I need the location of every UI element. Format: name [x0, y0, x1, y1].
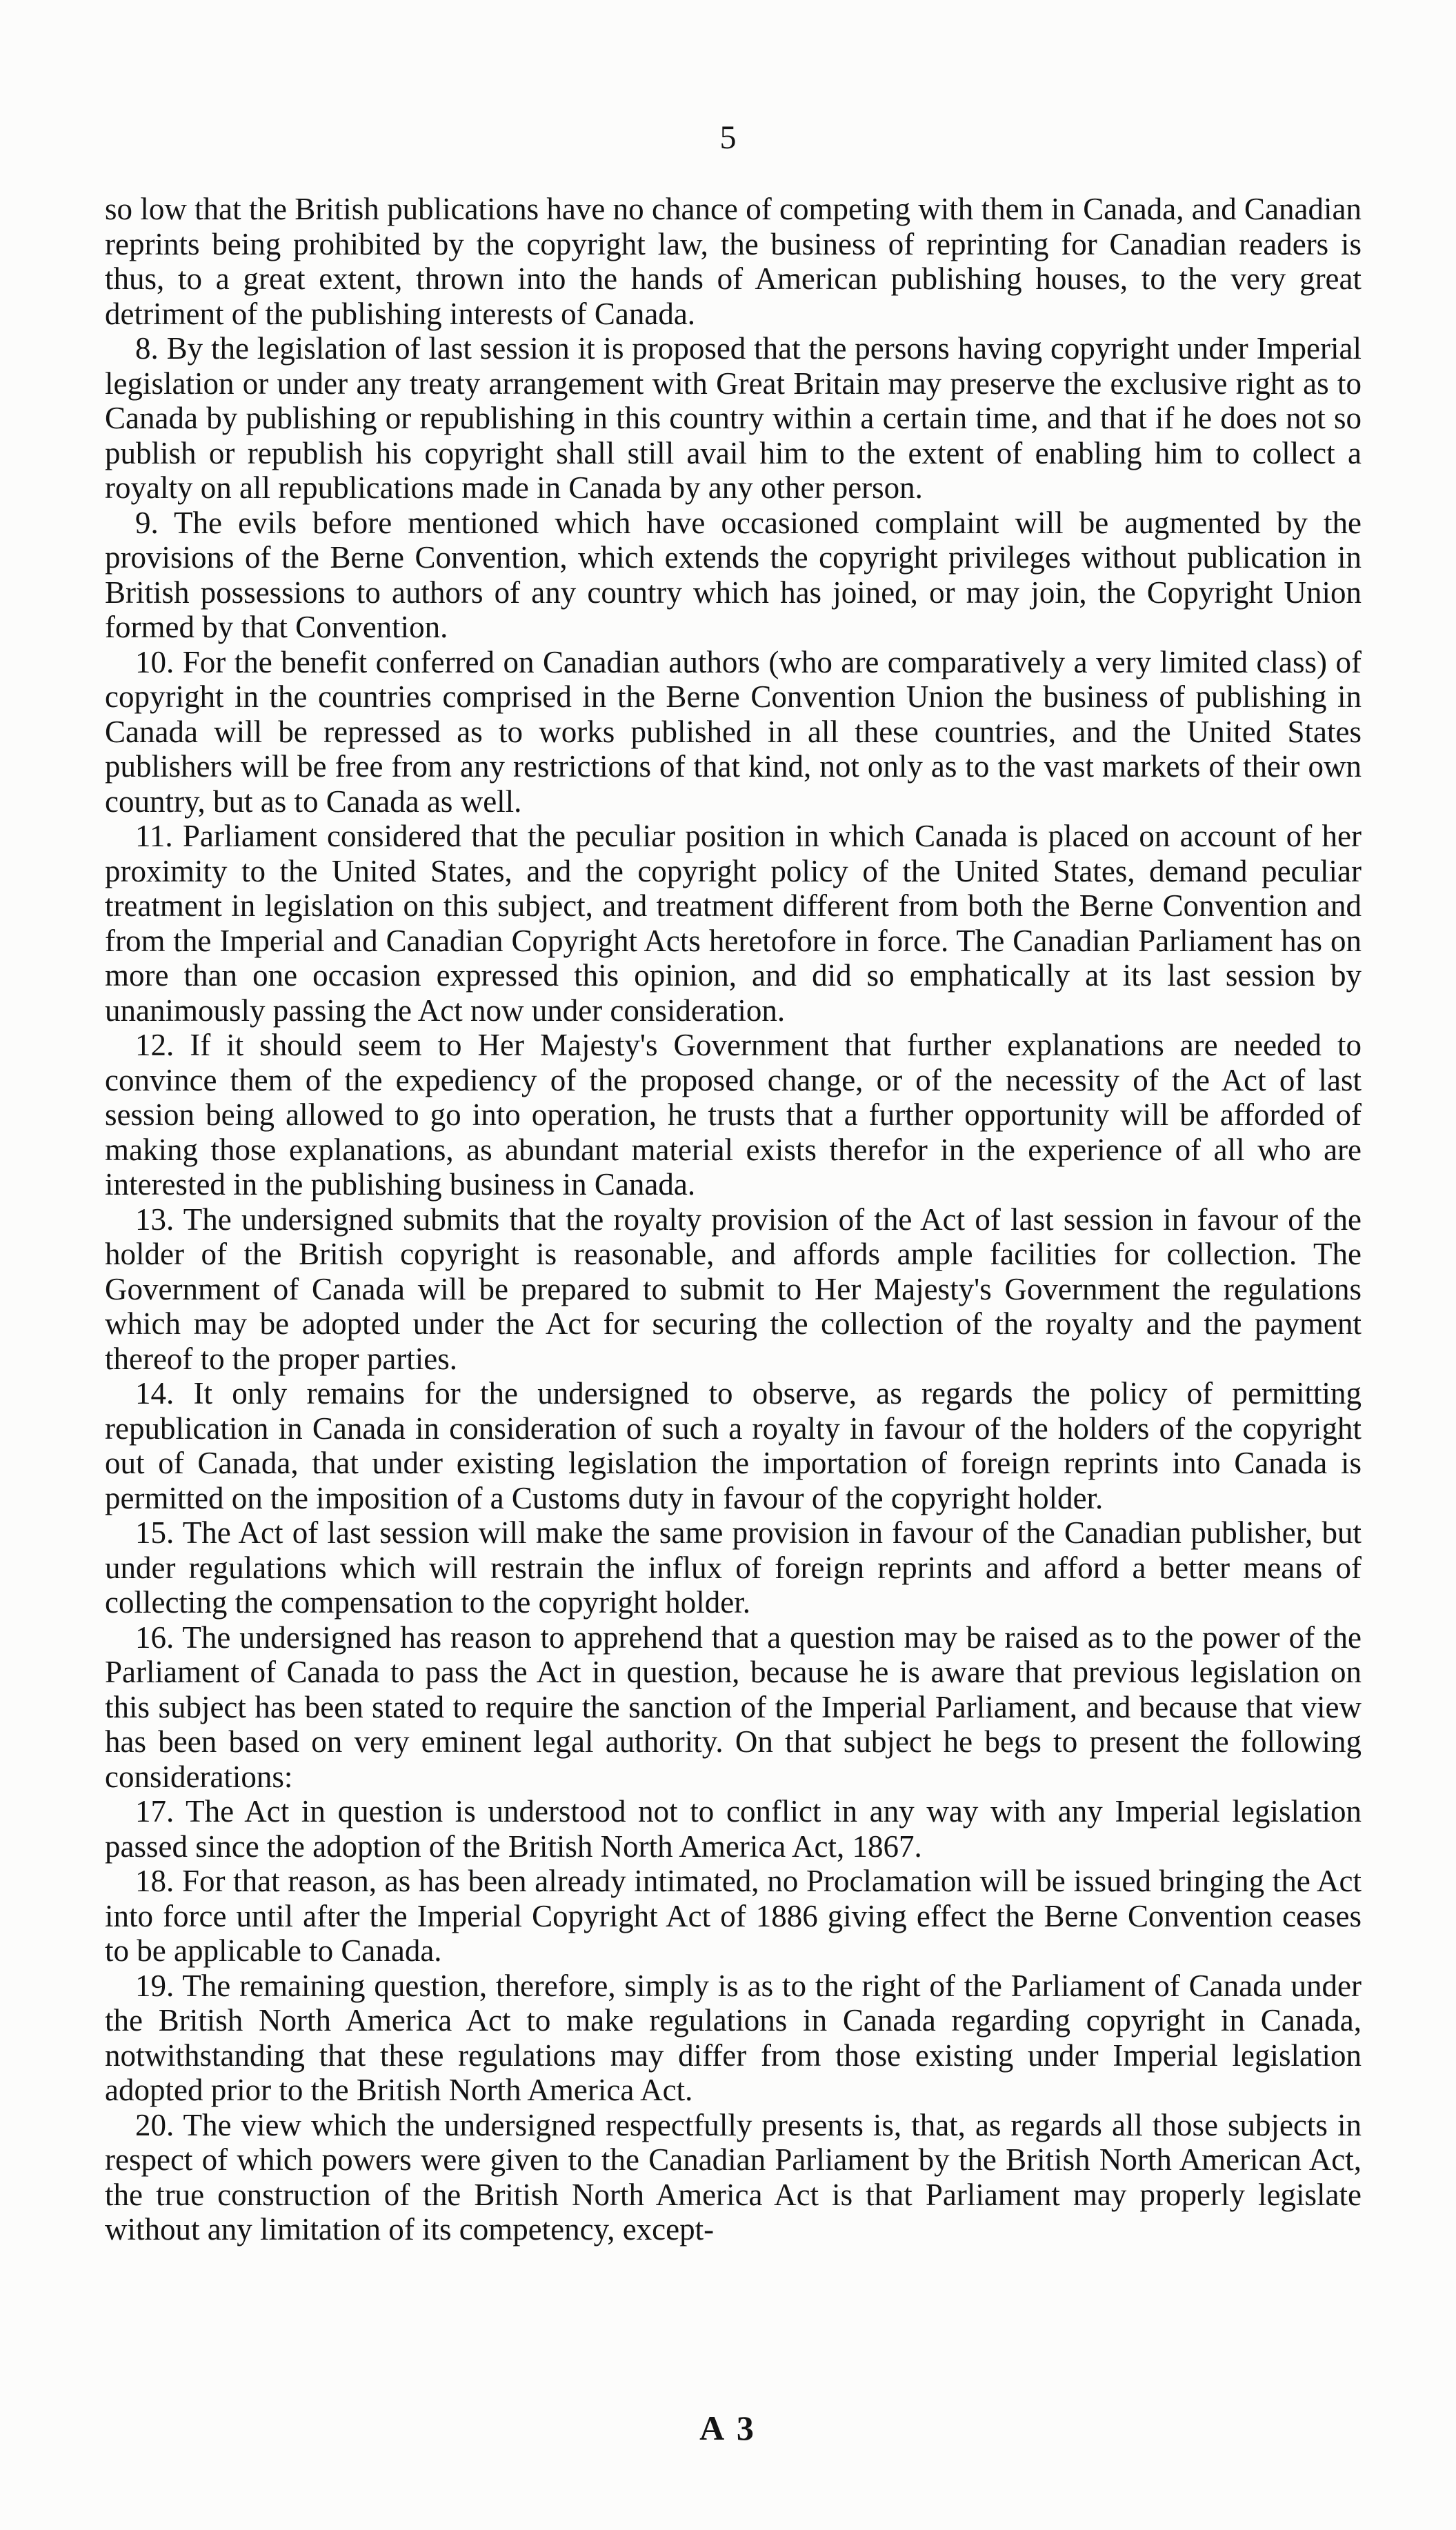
- paragraph-12: 12. If it should seem to Her Majesty's Government that further explanations are needed to convince them of the expediency of the proposed change, or of the necessity of the Act of last session being allowed to go into operation, he trusts that a further opportunity will be afforded of making those explanations, as abundant material exists therefor in the experience of all who are interested in the publishing business in Canada.: [105, 1028, 1362, 1202]
- paragraph-20: 20. The view which the undersigned respectfully presents is, that, as regards all those subjects in respect of which powers were given to the Canadian Parliament by the British North American Act, the true construction of the British North America Act is that Parliament may properly legislate without any limitation of its competency, except-: [105, 2107, 1362, 2247]
- paragraph-19: 19. The remaining question, therefore, simply is as to the right of the Parliament of Canada under the British North America Act to make regulations in Canada regarding copyright in Canada, notwithstanding that these regulations may differ from those existing under Imperial legislation adopted prior to the British North America Act.: [105, 1968, 1362, 2107]
- paragraph-9: 9. The evils before mentioned which have occasioned complaint will be augmented by the provisions of the Berne Convention, which extends the copyright privileges without publication in British possessions to authors of any country which has joined, or may join, the Copyright Union formed by that Convention.: [105, 505, 1362, 644]
- paragraph-18: 18. For that reason, as has been already intimated, no Proclamation will be issued bringing the Act into force until after the Imperial Copyright Act of 1886 giving effect the Berne Convention ceases to be applicable to Canada.: [105, 1864, 1362, 1968]
- paragraph-16: 16. The undersigned has reason to apprehend that a question may be raised as to the power of the Parliament of Canada to pass the Act in question, because he is aware that previous legislation on this subject has been stated to require the sanction of the Imperial Parliament, and because that view has been based on very eminent legal authority. On that subject he begs to present the following considerations:: [105, 1620, 1362, 1794]
- paragraph-14: 14. It only remains for the undersigned to observe, as regards the policy of permitting republication in Canada in consideration of such a royalty in favour of the holders of the copyright out of Canada, that under existing legislation the importation of foreign reprints into Canada is permitted on the imposition of a Customs duty in favour of the copyright holder.: [105, 1376, 1362, 1515]
- body-text: [105, 192, 1362, 2247]
- paragraph-8: 8. By the legislation of last session it is proposed that the persons having copyright under Imperial legislation or under any treaty arrangement with Great Britain may preserve the exclusive right as to Canada by publishing or republishing in this country within a certain time, and that if he does not so publish or republish his copyright shall still avail him to the extent of enabling him to collect a royalty on all republications made in Canada by any other person.: [105, 331, 1362, 505]
- page-number: 5: [719, 119, 737, 156]
- paragraph-10: 10. For the benefit conferred on Canadian authors (who are comparatively a very limited class) of copyright in the countries comprised in the Berne Convention Union the business of publishing in Canada will be repressed as to works published in all these countries, and the United States publishers will be free from any restrictions of that kind, not only as to the vast markets of their own country, but as to Canada as well.: [105, 644, 1362, 819]
- paragraph-13: 13. The undersigned submits that the royalty provision of the Act of last session in favour of the holder of the British copyright is reasonable, and affords ample facilities for collection. The Government of Canada will be prepared to submit to Her Majesty's Government the regulations which may be adopted under the Act for securing the collection of the royalty and the payment thereof to the proper parties.: [105, 1202, 1362, 1376]
- paragraph-15: 15. The Act of last session will make the same provision in favour of the Canadian publisher, but under regulations which will restrain the influx of foreign reprints and afford a better means of collecting the compensation to the copyright holder.: [105, 1515, 1362, 1620]
- paragraph-continued: so low that the British publications have no chance of competing with them in Canada, and Canadian reprints being prohibited by the copyright law, the business of reprinting for Canadian readers is thus, to a great extent, thrown into the hands of American publishing houses, to the very great detriment of the publishing interests of Canada.: [105, 192, 1362, 331]
- signature-mark: A 3: [699, 2409, 757, 2447]
- paragraph-11: 11. Parliament considered that the peculiar position in which Canada is placed on account of her proximity to the United States, and the copyright policy of the United States, demand peculiar treatment in legislation on this subject, and treatment different from both the Berne Convention and from the Imperial and Canadian Copyright Acts heretofore in force. The Canadian Parliament has on more than one occasion expressed this opinion, and did so emphatically at its last session by unanimously passing the Act now under consideration.: [105, 819, 1362, 1028]
- paragraph-17: 17. The Act in question is understood not to conflict in any way with any Imperial legislation passed since the adoption of the British North America Act, 1867.: [105, 1794, 1362, 1864]
